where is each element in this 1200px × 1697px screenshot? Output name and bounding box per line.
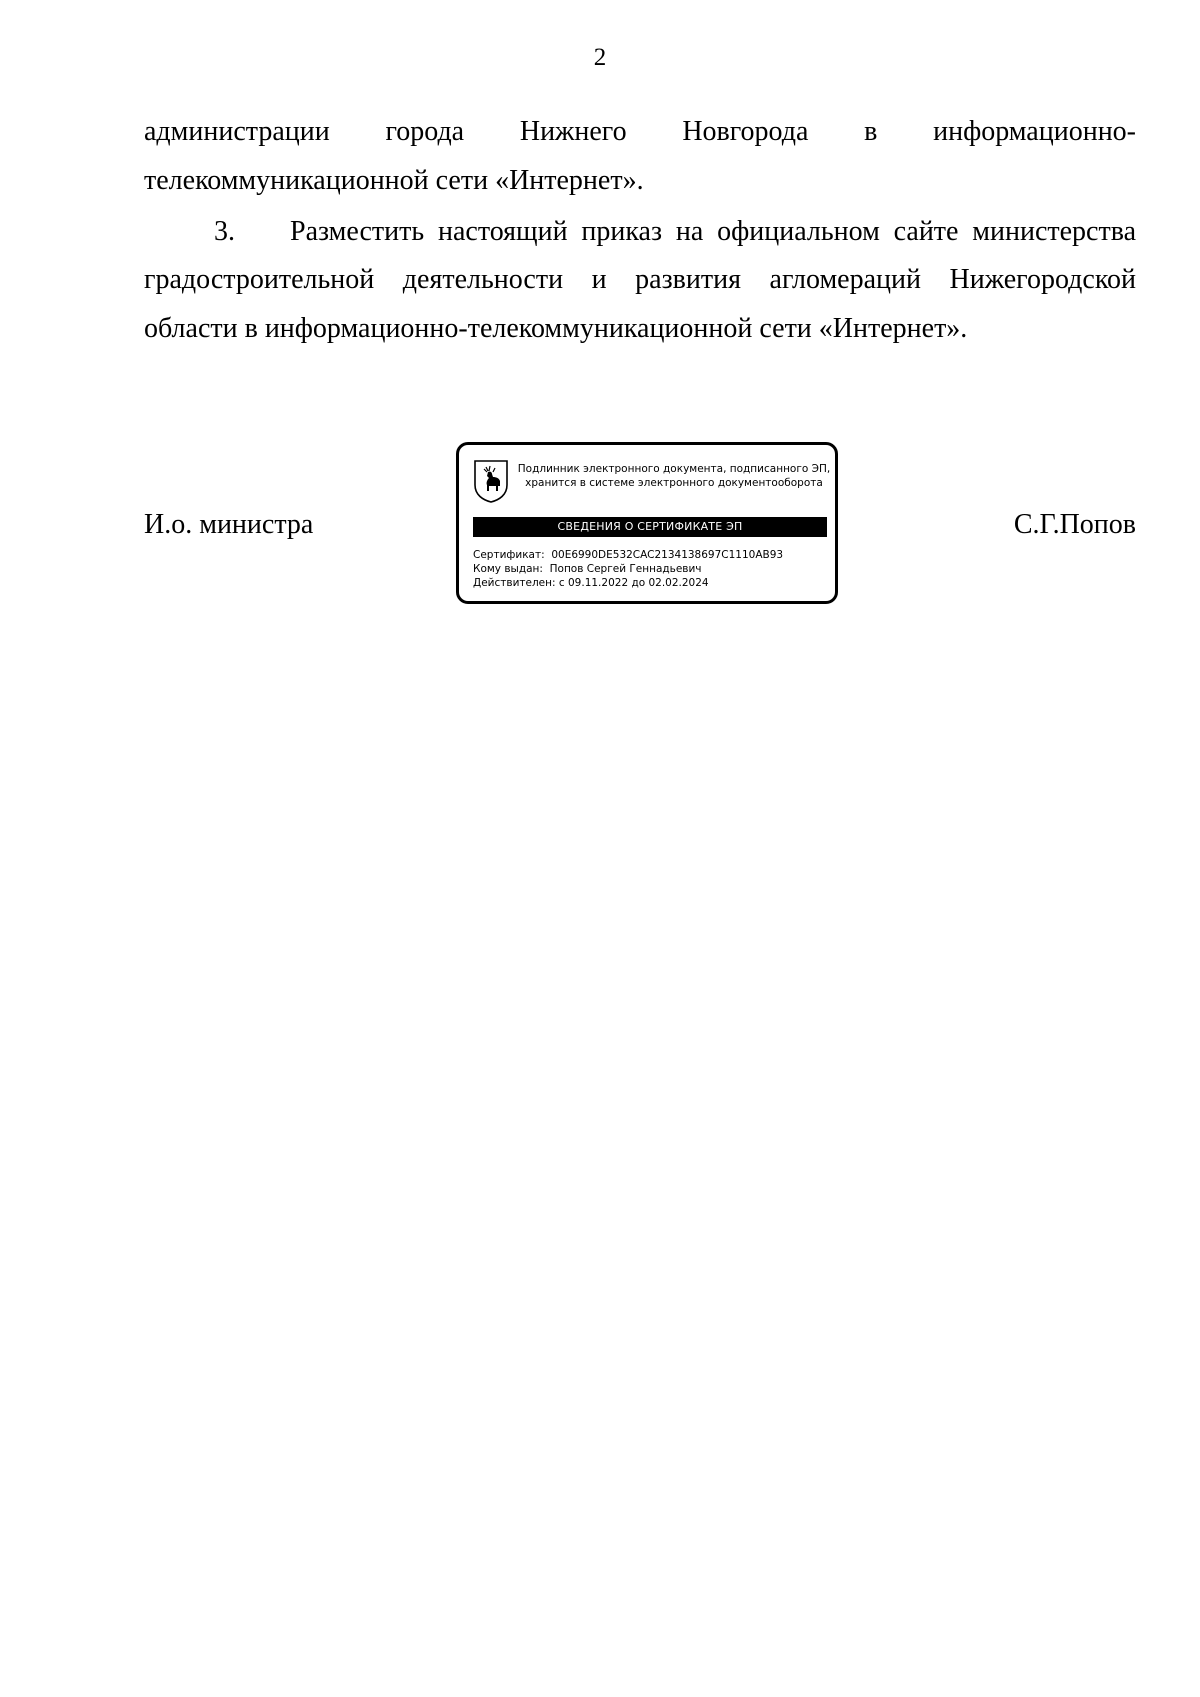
certificate-value: 00E6990DE532CAC2134138697C1110AB93 [551, 549, 784, 561]
coat-of-arms-deer-icon [473, 459, 509, 503]
signatory-position: И.о. министра [144, 509, 314, 540]
list-item-3 [144, 218, 1136, 246]
paragraph-line: администрации города Нижнего Новгорода в информационно- [144, 116, 1136, 147]
paragraph-line: градостроительной деятельности и развития агломераций Нижегородской [144, 264, 1136, 295]
paragraph-line: Разместить настоящий приказ на официальном сайте министерства [290, 216, 1136, 247]
paragraph-line: области в информационно-телекоммуникационной сети «Интернет». [144, 313, 968, 344]
stamp-header [515, 462, 833, 490]
validity-label: Действителен: [473, 577, 556, 589]
certificate-label: Сертификат: [473, 549, 545, 561]
certificate-info [473, 548, 783, 590]
paragraph-line: телекоммуникационной сети «Интернет». [144, 165, 644, 196]
page-number: 2 [593, 44, 607, 71]
issued-to-label: Кому выдан: [473, 563, 543, 575]
stamp-header-line: Подлинник электронного документа, подписанного ЭП, [517, 463, 831, 475]
list-item-number: 3. [214, 216, 235, 247]
stamp-title-bar: СВЕДЕНИЯ О СЕРТИФИКАТЕ ЭП [473, 517, 827, 537]
certificate-row [473, 548, 783, 562]
issued-to-row [473, 562, 783, 576]
electronic-signature-stamp [456, 442, 838, 604]
validity-row [473, 576, 783, 590]
signatory-name: С.Г.Попов [1013, 509, 1136, 540]
issued-to-value: Попов Сергей Геннадьевич [549, 563, 702, 575]
stamp-header-line: хранится в системе электронного документооборота [525, 477, 823, 489]
validity-value: с 09.11.2022 до 02.02.2024 [558, 577, 709, 589]
